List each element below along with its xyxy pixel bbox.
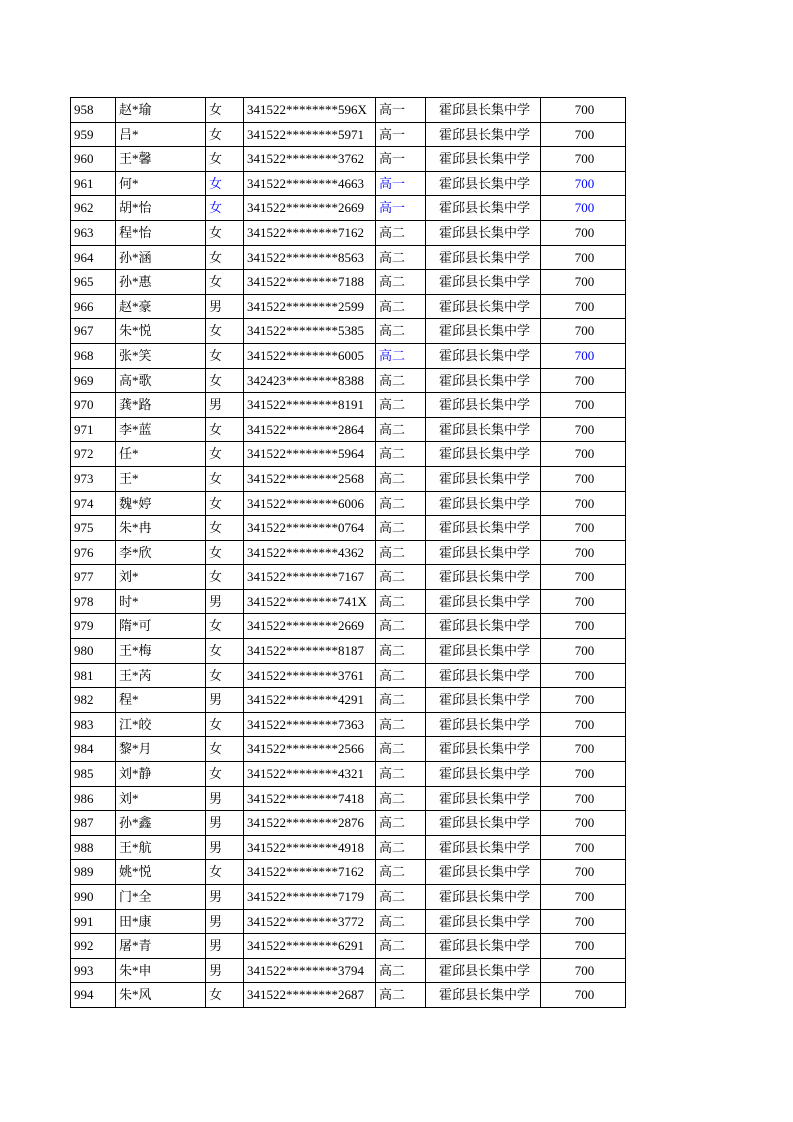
cell-name: 任* <box>116 442 206 467</box>
cell-school: 霍邱县长集中学 <box>426 909 541 934</box>
cell-school: 霍邱县长集中学 <box>426 663 541 688</box>
cell-gender: 女 <box>206 860 244 885</box>
cell-school: 霍邱县长集中学 <box>426 491 541 516</box>
cell-amount: 700 <box>541 614 626 639</box>
cell-serial: 981 <box>71 663 116 688</box>
cell-name: 王* <box>116 466 206 491</box>
cell-id-number: 341522********5385 <box>244 319 376 344</box>
cell-amount: 700 <box>541 220 626 245</box>
cell-school: 霍邱县长集中学 <box>426 417 541 442</box>
cell-id-number: 341522********3794 <box>244 958 376 983</box>
student-roster-table <box>70 97 626 1008</box>
cell-grade: 高二 <box>376 786 426 811</box>
cell-grade: 高二 <box>376 245 426 270</box>
table-row <box>71 934 626 959</box>
cell-gender: 女 <box>206 270 244 295</box>
table-row <box>71 368 626 393</box>
table-row <box>71 983 626 1008</box>
cell-amount: 700 <box>541 934 626 959</box>
table-row <box>71 319 626 344</box>
cell-name: 门*全 <box>116 885 206 910</box>
cell-serial: 959 <box>71 122 116 147</box>
table-row <box>71 565 626 590</box>
cell-id-number: 341522********8191 <box>244 393 376 418</box>
cell-school: 霍邱县长集中学 <box>426 885 541 910</box>
cell-id-number: 341522********2687 <box>244 983 376 1008</box>
cell-grade: 高二 <box>376 663 426 688</box>
cell-name: 王*航 <box>116 835 206 860</box>
cell-id-number: 341522********2876 <box>244 811 376 836</box>
cell-serial: 971 <box>71 417 116 442</box>
cell-id-number: 341522********2669 <box>244 614 376 639</box>
cell-id-number: 342423********8388 <box>244 368 376 393</box>
cell-grade: 高二 <box>376 885 426 910</box>
cell-amount: 700 <box>541 98 626 123</box>
cell-amount: 700 <box>541 712 626 737</box>
cell-grade: 高二 <box>376 983 426 1008</box>
table-row <box>71 811 626 836</box>
cell-id-number: 341522********3762 <box>244 147 376 172</box>
cell-amount: 700 <box>541 294 626 319</box>
cell-name: 龚*路 <box>116 393 206 418</box>
cell-gender: 女 <box>206 762 244 787</box>
cell-name: 李*蓝 <box>116 417 206 442</box>
cell-serial: 994 <box>71 983 116 1008</box>
cell-grade: 高二 <box>376 540 426 565</box>
cell-gender: 女 <box>206 122 244 147</box>
cell-id-number: 341522********7162 <box>244 220 376 245</box>
cell-amount: 700 <box>541 835 626 860</box>
cell-name: 张*笑 <box>116 343 206 368</box>
cell-serial: 990 <box>71 885 116 910</box>
cell-serial: 986 <box>71 786 116 811</box>
cell-name: 高*歌 <box>116 368 206 393</box>
cell-grade: 高二 <box>376 343 426 368</box>
cell-school: 霍邱县长集中学 <box>426 122 541 147</box>
cell-id-number: 341522********8563 <box>244 245 376 270</box>
cell-school: 霍邱县长集中学 <box>426 934 541 959</box>
table-row <box>71 786 626 811</box>
cell-name: 何* <box>116 171 206 196</box>
cell-name: 朱*风 <box>116 983 206 1008</box>
cell-grade: 高一 <box>376 147 426 172</box>
cell-gender: 男 <box>206 958 244 983</box>
cell-amount: 700 <box>541 762 626 787</box>
cell-serial: 970 <box>71 393 116 418</box>
cell-name: 王*芮 <box>116 663 206 688</box>
cell-id-number: 341522********2599 <box>244 294 376 319</box>
cell-grade: 高二 <box>376 737 426 762</box>
cell-school: 霍邱县长集中学 <box>426 220 541 245</box>
cell-name: 程*怡 <box>116 220 206 245</box>
cell-serial: 978 <box>71 589 116 614</box>
cell-amount: 700 <box>541 885 626 910</box>
cell-name: 江*皎 <box>116 712 206 737</box>
table-row <box>71 393 626 418</box>
cell-serial: 977 <box>71 565 116 590</box>
cell-amount: 700 <box>541 343 626 368</box>
cell-serial: 963 <box>71 220 116 245</box>
cell-id-number: 341522********4663 <box>244 171 376 196</box>
cell-serial: 965 <box>71 270 116 295</box>
cell-name: 赵*瑜 <box>116 98 206 123</box>
cell-gender: 女 <box>206 196 244 221</box>
cell-id-number: 341522********596X <box>244 98 376 123</box>
cell-gender: 男 <box>206 393 244 418</box>
cell-school: 霍邱县长集中学 <box>426 393 541 418</box>
cell-serial: 969 <box>71 368 116 393</box>
cell-gender: 女 <box>206 663 244 688</box>
cell-id-number: 341522********2566 <box>244 737 376 762</box>
table-row <box>71 343 626 368</box>
cell-serial: 988 <box>71 835 116 860</box>
cell-gender: 女 <box>206 737 244 762</box>
cell-serial: 993 <box>71 958 116 983</box>
cell-name: 朱*申 <box>116 958 206 983</box>
cell-school: 霍邱县长集中学 <box>426 589 541 614</box>
cell-gender: 女 <box>206 491 244 516</box>
cell-name: 姚*悦 <box>116 860 206 885</box>
cell-school: 霍邱县长集中学 <box>426 516 541 541</box>
cell-school: 霍邱县长集中学 <box>426 270 541 295</box>
cell-gender: 女 <box>206 442 244 467</box>
cell-gender: 女 <box>206 417 244 442</box>
cell-school: 霍邱县长集中学 <box>426 983 541 1008</box>
cell-serial: 987 <box>71 811 116 836</box>
cell-amount: 700 <box>541 270 626 295</box>
cell-grade: 高二 <box>376 835 426 860</box>
cell-grade: 高二 <box>376 466 426 491</box>
table-row <box>71 417 626 442</box>
table-row <box>71 885 626 910</box>
cell-grade: 高二 <box>376 762 426 787</box>
cell-name: 朱*冉 <box>116 516 206 541</box>
cell-amount: 700 <box>541 319 626 344</box>
cell-id-number: 341522********7363 <box>244 712 376 737</box>
cell-serial: 974 <box>71 491 116 516</box>
cell-amount: 700 <box>541 860 626 885</box>
cell-school: 霍邱县长集中学 <box>426 319 541 344</box>
cell-grade: 高二 <box>376 491 426 516</box>
cell-school: 霍邱县长集中学 <box>426 614 541 639</box>
cell-grade: 高二 <box>376 294 426 319</box>
table-row <box>71 466 626 491</box>
cell-serial: 984 <box>71 737 116 762</box>
cell-school: 霍邱县长集中学 <box>426 762 541 787</box>
table-row <box>71 442 626 467</box>
cell-amount: 700 <box>541 442 626 467</box>
cell-gender: 女 <box>206 614 244 639</box>
cell-serial: 992 <box>71 934 116 959</box>
cell-grade: 高二 <box>376 589 426 614</box>
cell-amount: 700 <box>541 540 626 565</box>
cell-id-number: 341522********7179 <box>244 885 376 910</box>
cell-grade: 高二 <box>376 417 426 442</box>
cell-name: 魏*婷 <box>116 491 206 516</box>
table-row <box>71 835 626 860</box>
cell-gender: 男 <box>206 294 244 319</box>
cell-amount: 700 <box>541 909 626 934</box>
cell-grade: 高二 <box>376 516 426 541</box>
cell-id-number: 341522********741X <box>244 589 376 614</box>
cell-name: 时* <box>116 589 206 614</box>
cell-serial: 964 <box>71 245 116 270</box>
table-row <box>71 762 626 787</box>
table-row <box>71 122 626 147</box>
cell-gender: 男 <box>206 934 244 959</box>
cell-school: 霍邱县长集中学 <box>426 294 541 319</box>
table-row <box>71 245 626 270</box>
cell-grade: 高二 <box>376 712 426 737</box>
cell-id-number: 341522********6291 <box>244 934 376 959</box>
cell-name: 屠*青 <box>116 934 206 959</box>
cell-name: 程* <box>116 688 206 713</box>
cell-amount: 700 <box>541 122 626 147</box>
cell-school: 霍邱县长集中学 <box>426 565 541 590</box>
cell-school: 霍邱县长集中学 <box>426 343 541 368</box>
table-row <box>71 294 626 319</box>
cell-name: 李*欣 <box>116 540 206 565</box>
table-row <box>71 147 626 172</box>
cell-serial: 985 <box>71 762 116 787</box>
cell-serial: 968 <box>71 343 116 368</box>
cell-serial: 958 <box>71 98 116 123</box>
cell-grade: 高二 <box>376 565 426 590</box>
table-row <box>71 860 626 885</box>
cell-gender: 女 <box>206 319 244 344</box>
cell-school: 霍邱县长集中学 <box>426 786 541 811</box>
cell-amount: 700 <box>541 786 626 811</box>
cell-grade: 高二 <box>376 811 426 836</box>
cell-gender: 女 <box>206 98 244 123</box>
cell-school: 霍邱县长集中学 <box>426 737 541 762</box>
cell-gender: 女 <box>206 983 244 1008</box>
cell-name: 王*馨 <box>116 147 206 172</box>
table-row <box>71 540 626 565</box>
cell-id-number: 341522********3772 <box>244 909 376 934</box>
cell-amount: 700 <box>541 245 626 270</box>
cell-gender: 男 <box>206 909 244 934</box>
cell-amount: 700 <box>541 516 626 541</box>
table-row <box>71 98 626 123</box>
cell-gender: 男 <box>206 589 244 614</box>
cell-gender: 女 <box>206 639 244 664</box>
cell-name: 孙*涵 <box>116 245 206 270</box>
cell-amount: 700 <box>541 737 626 762</box>
cell-amount: 700 <box>541 639 626 664</box>
cell-school: 霍邱县长集中学 <box>426 811 541 836</box>
cell-gender: 女 <box>206 171 244 196</box>
table-row <box>71 171 626 196</box>
cell-id-number: 341522********4291 <box>244 688 376 713</box>
cell-serial: 976 <box>71 540 116 565</box>
cell-serial: 962 <box>71 196 116 221</box>
table-row <box>71 688 626 713</box>
cell-serial: 960 <box>71 147 116 172</box>
table-row <box>71 589 626 614</box>
cell-gender: 女 <box>206 466 244 491</box>
table-row <box>71 909 626 934</box>
table-row <box>71 491 626 516</box>
table-row <box>71 663 626 688</box>
cell-amount: 700 <box>541 466 626 491</box>
cell-school: 霍邱县长集中学 <box>426 540 541 565</box>
cell-grade: 高二 <box>376 909 426 934</box>
cell-gender: 女 <box>206 220 244 245</box>
cell-school: 霍邱县长集中学 <box>426 639 541 664</box>
cell-id-number: 341522********7167 <box>244 565 376 590</box>
cell-name: 孙*惠 <box>116 270 206 295</box>
cell-amount: 700 <box>541 147 626 172</box>
cell-serial: 991 <box>71 909 116 934</box>
sheet-area <box>70 97 626 1008</box>
cell-serial: 983 <box>71 712 116 737</box>
cell-gender: 女 <box>206 516 244 541</box>
cell-school: 霍邱县长集中学 <box>426 466 541 491</box>
cell-id-number: 341522********5964 <box>244 442 376 467</box>
cell-id-number: 341522********7418 <box>244 786 376 811</box>
cell-grade: 高二 <box>376 220 426 245</box>
cell-school: 霍邱县长集中学 <box>426 245 541 270</box>
cell-serial: 967 <box>71 319 116 344</box>
cell-grade: 高二 <box>376 614 426 639</box>
cell-id-number: 341522********0764 <box>244 516 376 541</box>
cell-amount: 700 <box>541 983 626 1008</box>
cell-school: 霍邱县长集中学 <box>426 442 541 467</box>
cell-school: 霍邱县长集中学 <box>426 688 541 713</box>
cell-id-number: 341522********6006 <box>244 491 376 516</box>
table-row <box>71 712 626 737</box>
cell-serial: 973 <box>71 466 116 491</box>
cell-amount: 700 <box>541 589 626 614</box>
cell-grade: 高二 <box>376 639 426 664</box>
cell-id-number: 341522********4321 <box>244 762 376 787</box>
cell-id-number: 341522********7162 <box>244 860 376 885</box>
cell-serial: 966 <box>71 294 116 319</box>
cell-amount: 700 <box>541 565 626 590</box>
cell-school: 霍邱县长集中学 <box>426 835 541 860</box>
cell-serial: 980 <box>71 639 116 664</box>
cell-amount: 700 <box>541 417 626 442</box>
cell-gender: 男 <box>206 688 244 713</box>
cell-id-number: 341522********2669 <box>244 196 376 221</box>
cell-id-number: 341522********4918 <box>244 835 376 860</box>
cell-grade: 高一 <box>376 196 426 221</box>
cell-amount: 700 <box>541 171 626 196</box>
cell-gender: 女 <box>206 565 244 590</box>
cell-name: 黎*月 <box>116 737 206 762</box>
cell-id-number: 341522********2864 <box>244 417 376 442</box>
cell-amount: 700 <box>541 368 626 393</box>
cell-gender: 女 <box>206 245 244 270</box>
cell-school: 霍邱县长集中学 <box>426 171 541 196</box>
cell-amount: 700 <box>541 958 626 983</box>
cell-id-number: 341522********6005 <box>244 343 376 368</box>
cell-school: 霍邱县长集中学 <box>426 958 541 983</box>
cell-name: 刘* <box>116 565 206 590</box>
cell-serial: 989 <box>71 860 116 885</box>
cell-name: 王*梅 <box>116 639 206 664</box>
cell-grade: 高二 <box>376 934 426 959</box>
table-row <box>71 737 626 762</box>
cell-gender: 男 <box>206 811 244 836</box>
cell-grade: 高一 <box>376 98 426 123</box>
cell-grade: 高二 <box>376 442 426 467</box>
cell-gender: 女 <box>206 147 244 172</box>
cell-grade: 高一 <box>376 171 426 196</box>
cell-id-number: 341522********5971 <box>244 122 376 147</box>
cell-school: 霍邱县长集中学 <box>426 712 541 737</box>
cell-name: 吕* <box>116 122 206 147</box>
table-row <box>71 958 626 983</box>
table-row <box>71 196 626 221</box>
cell-name: 赵*豪 <box>116 294 206 319</box>
cell-grade: 高二 <box>376 368 426 393</box>
table-row <box>71 220 626 245</box>
cell-id-number: 341522********3761 <box>244 663 376 688</box>
cell-school: 霍邱县长集中学 <box>426 98 541 123</box>
cell-name: 田*康 <box>116 909 206 934</box>
cell-amount: 700 <box>541 491 626 516</box>
cell-grade: 高二 <box>376 270 426 295</box>
cell-grade: 高二 <box>376 958 426 983</box>
cell-grade: 高二 <box>376 860 426 885</box>
cell-gender: 女 <box>206 540 244 565</box>
cell-serial: 961 <box>71 171 116 196</box>
table-row <box>71 516 626 541</box>
roster-body <box>71 98 626 1008</box>
table-row <box>71 270 626 295</box>
cell-amount: 700 <box>541 811 626 836</box>
cell-amount: 700 <box>541 196 626 221</box>
table-row <box>71 639 626 664</box>
cell-serial: 982 <box>71 688 116 713</box>
cell-grade: 高一 <box>376 122 426 147</box>
table-row <box>71 614 626 639</box>
cell-name: 刘*静 <box>116 762 206 787</box>
cell-gender: 男 <box>206 885 244 910</box>
cell-id-number: 341522********8187 <box>244 639 376 664</box>
cell-serial: 972 <box>71 442 116 467</box>
cell-id-number: 341522********2568 <box>244 466 376 491</box>
cell-id-number: 341522********4362 <box>244 540 376 565</box>
cell-id-number: 341522********7188 <box>244 270 376 295</box>
cell-amount: 700 <box>541 393 626 418</box>
cell-gender: 男 <box>206 786 244 811</box>
cell-school: 霍邱县长集中学 <box>426 368 541 393</box>
cell-amount: 700 <box>541 663 626 688</box>
cell-gender: 女 <box>206 368 244 393</box>
cell-name: 刘* <box>116 786 206 811</box>
cell-school: 霍邱县长集中学 <box>426 860 541 885</box>
cell-gender: 男 <box>206 835 244 860</box>
cell-school: 霍邱县长集中学 <box>426 147 541 172</box>
cell-gender: 女 <box>206 343 244 368</box>
cell-name: 孙*鑫 <box>116 811 206 836</box>
cell-name: 朱*悦 <box>116 319 206 344</box>
cell-name: 隋*可 <box>116 614 206 639</box>
cell-grade: 高二 <box>376 688 426 713</box>
cell-school: 霍邱县长集中学 <box>426 196 541 221</box>
cell-serial: 975 <box>71 516 116 541</box>
cell-name: 胡*怡 <box>116 196 206 221</box>
cell-amount: 700 <box>541 688 626 713</box>
cell-grade: 高二 <box>376 393 426 418</box>
cell-grade: 高二 <box>376 319 426 344</box>
cell-gender: 女 <box>206 712 244 737</box>
cell-serial: 979 <box>71 614 116 639</box>
